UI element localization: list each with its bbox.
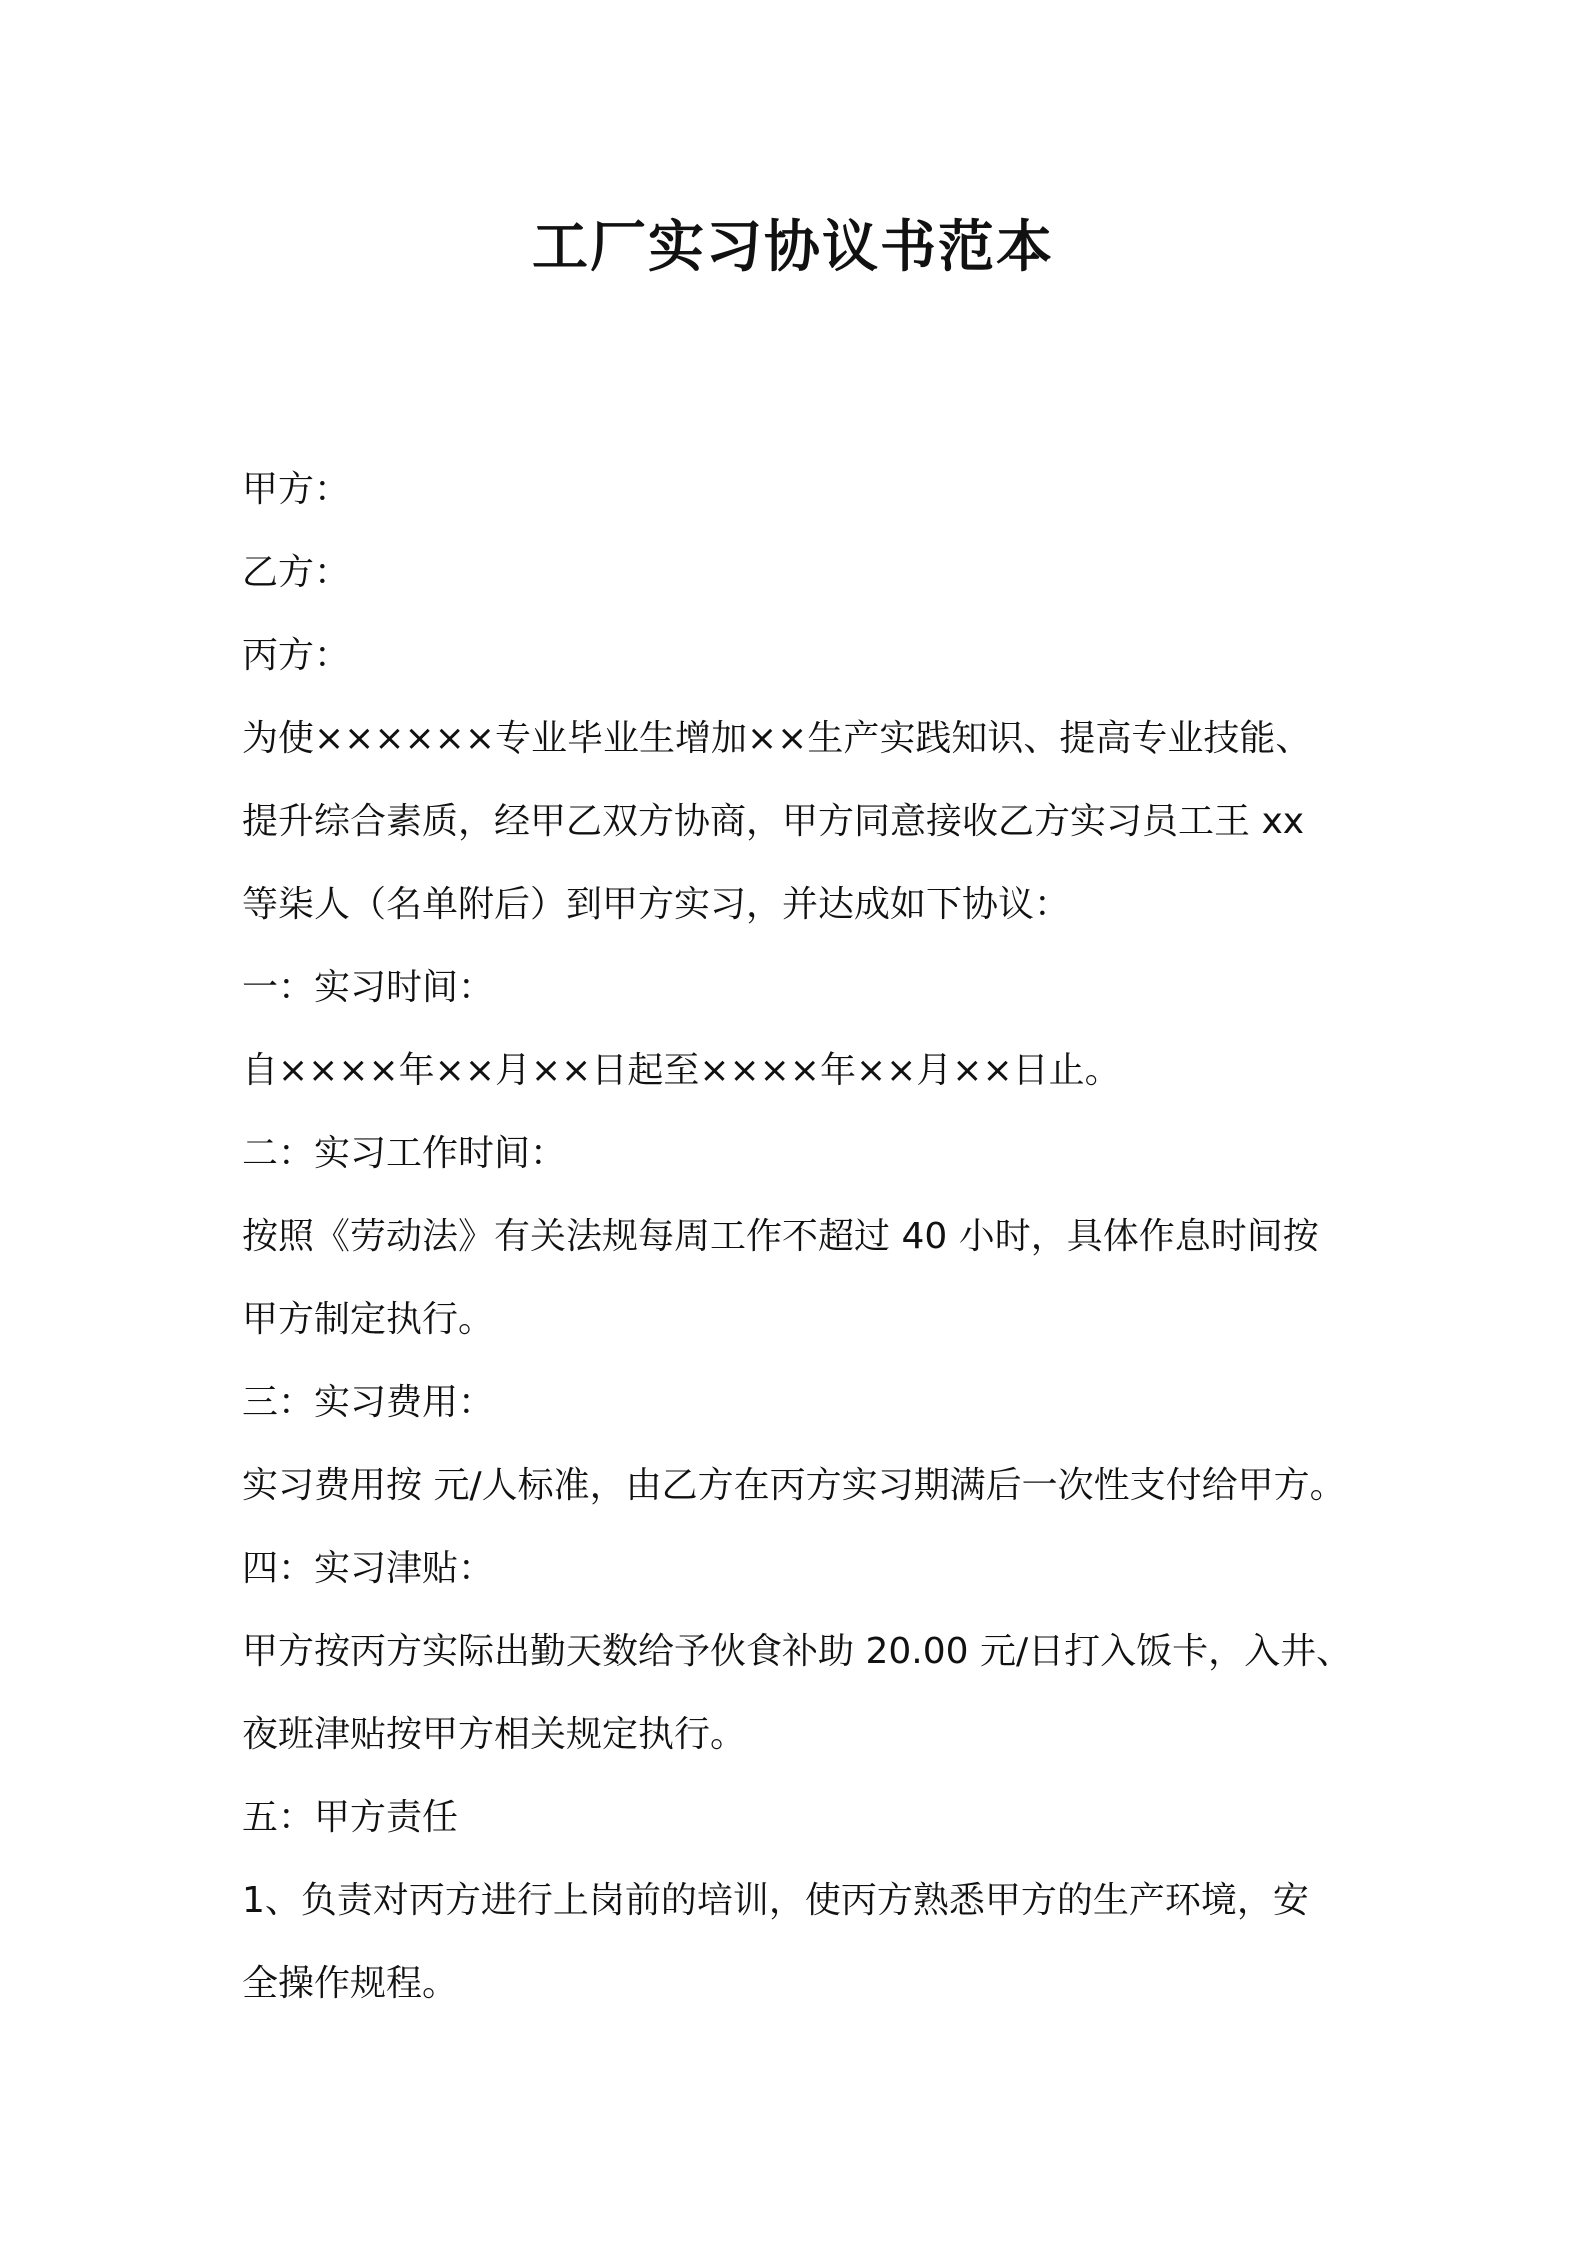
party-b-line: 乙方： [242,552,351,593]
section-5-item-1-line-2: 全操作规程。 [242,1963,459,2004]
section-5-item-1-line-1: 1、负责对丙方进行上岗前的培训，使丙方熟悉甲方的生产环境，安 [242,1880,1309,1921]
section-4-text-2: 夜班津贴按甲方相关规定执行。 [242,1714,747,1755]
section-2-text-1: 按照《劳动法》有关法规每周工作不超过 40 小时，具体作息时间按 [242,1216,1319,1257]
party-a-line: 甲方： [242,469,351,510]
document-body [242,448,1392,2025]
section-2-text-2: 甲方制定执行。 [242,1299,495,1340]
section-1-text: 自××××年××月××日起至××××年××月××日止。 [242,1050,1121,1091]
document-title: 工厂实习协议书范本 [532,215,1054,280]
preamble-line-3: 等柒人（名单附后）到甲方实习，并达成如下协议： [242,884,1071,925]
section-3-text: 实习费用按 元/人标准，由乙方在丙方实习期满后一次性支付给甲方。 [242,1465,1346,1506]
section-4-text-1: 甲方按丙方实际出勤天数给予伙食补助 20.00 元/日打入饭卡，入井、 [242,1631,1353,1672]
section-5-heading: 五：甲方责任 [242,1797,459,1838]
section-2-heading: 二：实习工作时间： [242,1133,567,1174]
section-3-heading: 三：实习费用： [242,1382,495,1423]
preamble-line-2: 提升综合素质，经甲乙双方协商，甲方同意接收乙方实习员工王 xx [242,801,1305,842]
section-1-heading: 一：实习时间： [242,967,495,1008]
preamble-line-1: 为使××××××专业毕业生增加××生产实践知识、提高专业技能、 [242,718,1312,759]
party-c-line: 丙方： [242,635,351,676]
section-4-heading: 四：实习津贴： [242,1548,495,1589]
